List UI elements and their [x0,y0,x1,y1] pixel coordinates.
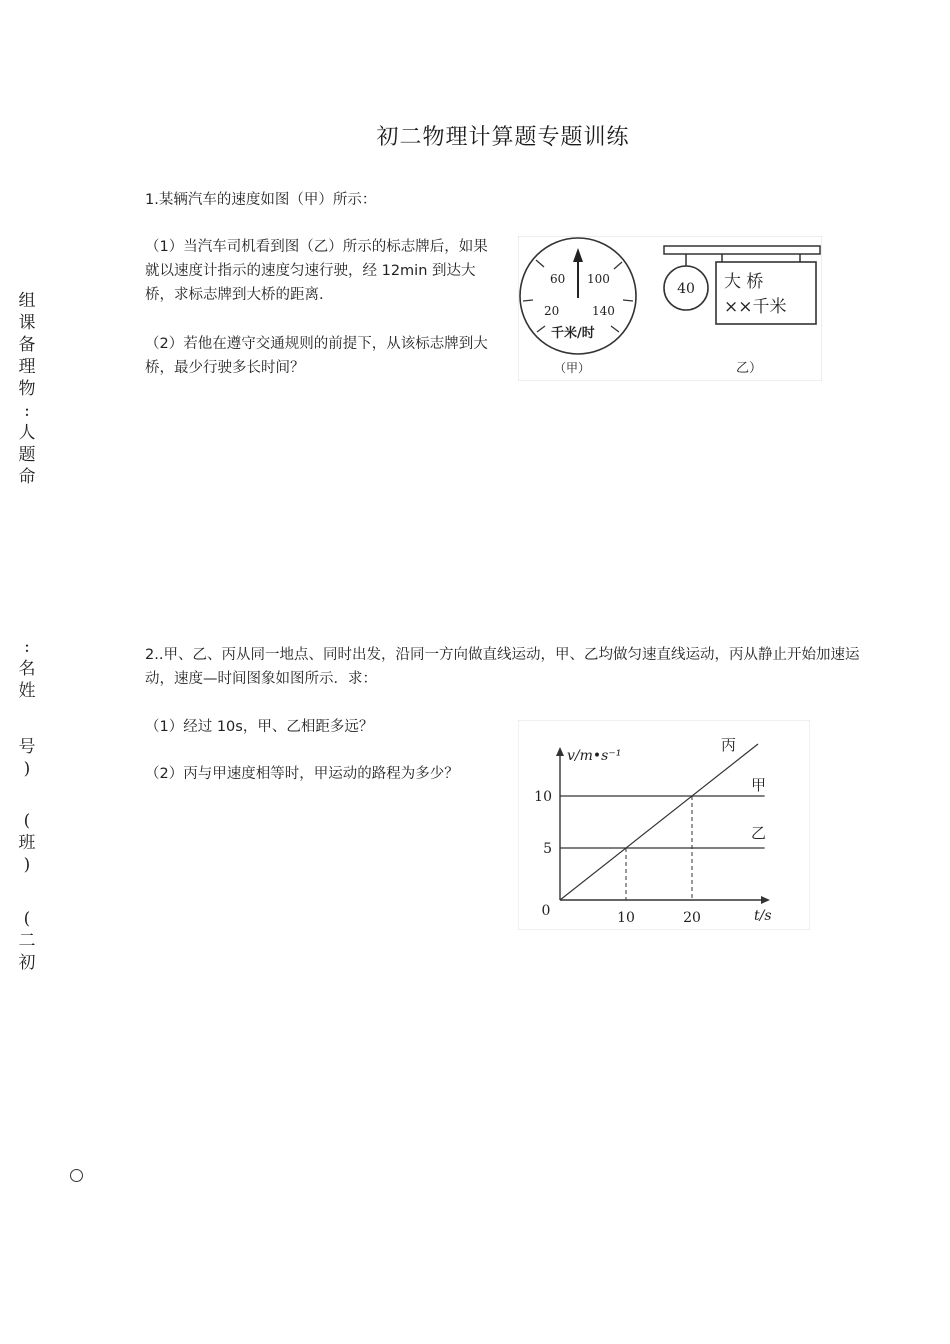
speed-tick-label: 20 [544,304,560,318]
side-char: : [24,401,30,421]
side-char: 物 [18,379,36,399]
x-axis-arrow [761,896,770,904]
side-text-class [14,810,40,876]
side-char: 名 [18,659,36,679]
side-char: ) [23,855,31,875]
side-char: 课 [18,313,36,333]
vt-chart-svg [518,720,810,930]
side-char: 备 [18,335,36,355]
speed-unit-label: 千米/时 [551,326,595,341]
origin-label: 0 [541,903,551,919]
side-char: 初 [18,953,36,973]
side-char: 题 [18,445,36,465]
side-text-grade [14,908,40,974]
series-name-label: 丙 [721,736,737,754]
bridge-sign-line1: 大 桥 [724,272,764,292]
x-tick-label: 20 [683,910,701,926]
y-axis-arrow [556,747,564,756]
side-text-setter [14,290,40,488]
q2-part2: （2）丙与甲速度相等时，甲运动的路程为多少？ [145,766,459,782]
side-text-number [14,736,40,780]
series-name-label: 乙 [751,824,767,842]
series-line [560,744,758,900]
side-char: 班 [18,833,36,853]
circle-mark [70,1169,83,1182]
q1-figure [518,236,822,381]
q1-stem: 1.某辆汽车的速度如图（甲）所示： [145,192,377,208]
road-sign [664,246,820,376]
x-axis-label: t/s [754,908,772,924]
side-char: : [24,637,30,657]
side-char: 人 [18,423,36,443]
speedometer [520,238,636,375]
side-char: 组 [18,291,36,311]
side-char: ( [23,811,31,831]
side-text-name [14,636,40,702]
side-char: 姓 [18,681,36,701]
chart-series [560,744,765,900]
speed-tick-label: 60 [550,272,566,286]
chart-labels [534,736,771,926]
side-char: 二 [18,931,36,951]
q1-part2: （2）若他在遵守交通规则的前提下，从该标志牌到大桥，最少行驶多长时间？ [145,336,488,376]
page-title: 初二物理计算题专题训练 [376,125,630,150]
speed-tick-label: 100 [587,272,610,286]
side-char: ( [23,909,31,929]
y-tick-label: 10 [534,789,552,805]
side-char: 命 [18,467,36,487]
bridge-sign-line2: ××千米 [724,297,787,317]
sign-caption: 乙） [736,361,763,376]
vt-chart [518,720,810,930]
speed-tick-label: 140 [592,304,615,318]
q1-part1: （1）当汽车司机看到图（乙）所示的标志牌后，如果就以速度计指示的速度匀速行驶，经 12min 到达大桥，求标志牌到大桥的距离. [145,239,488,303]
q2-part1: （1）经过 10s，甲、乙相距多远？ [145,719,374,735]
y-axis-label: v/m•s⁻¹ [567,748,622,764]
q1-figure-svg [518,236,822,381]
side-char: ) [23,759,31,779]
chart-axes [556,747,770,904]
speed-limit-value: 40 [677,281,695,297]
side-char: 号 [18,737,36,757]
side-char: 理 [18,357,36,377]
y-tick-label: 5 [543,841,552,857]
speedometer-caption: （甲） [554,361,591,375]
q2-stem: 2..甲、乙、丙从同一地点、同时出发，沿同一方向做直线运动，甲、乙均做匀速直线运动，丙从静止开始加速运动，速度—时间图象如图所示．求： [145,647,860,687]
x-tick-label: 10 [617,910,635,926]
series-name-label: 甲 [751,776,767,794]
